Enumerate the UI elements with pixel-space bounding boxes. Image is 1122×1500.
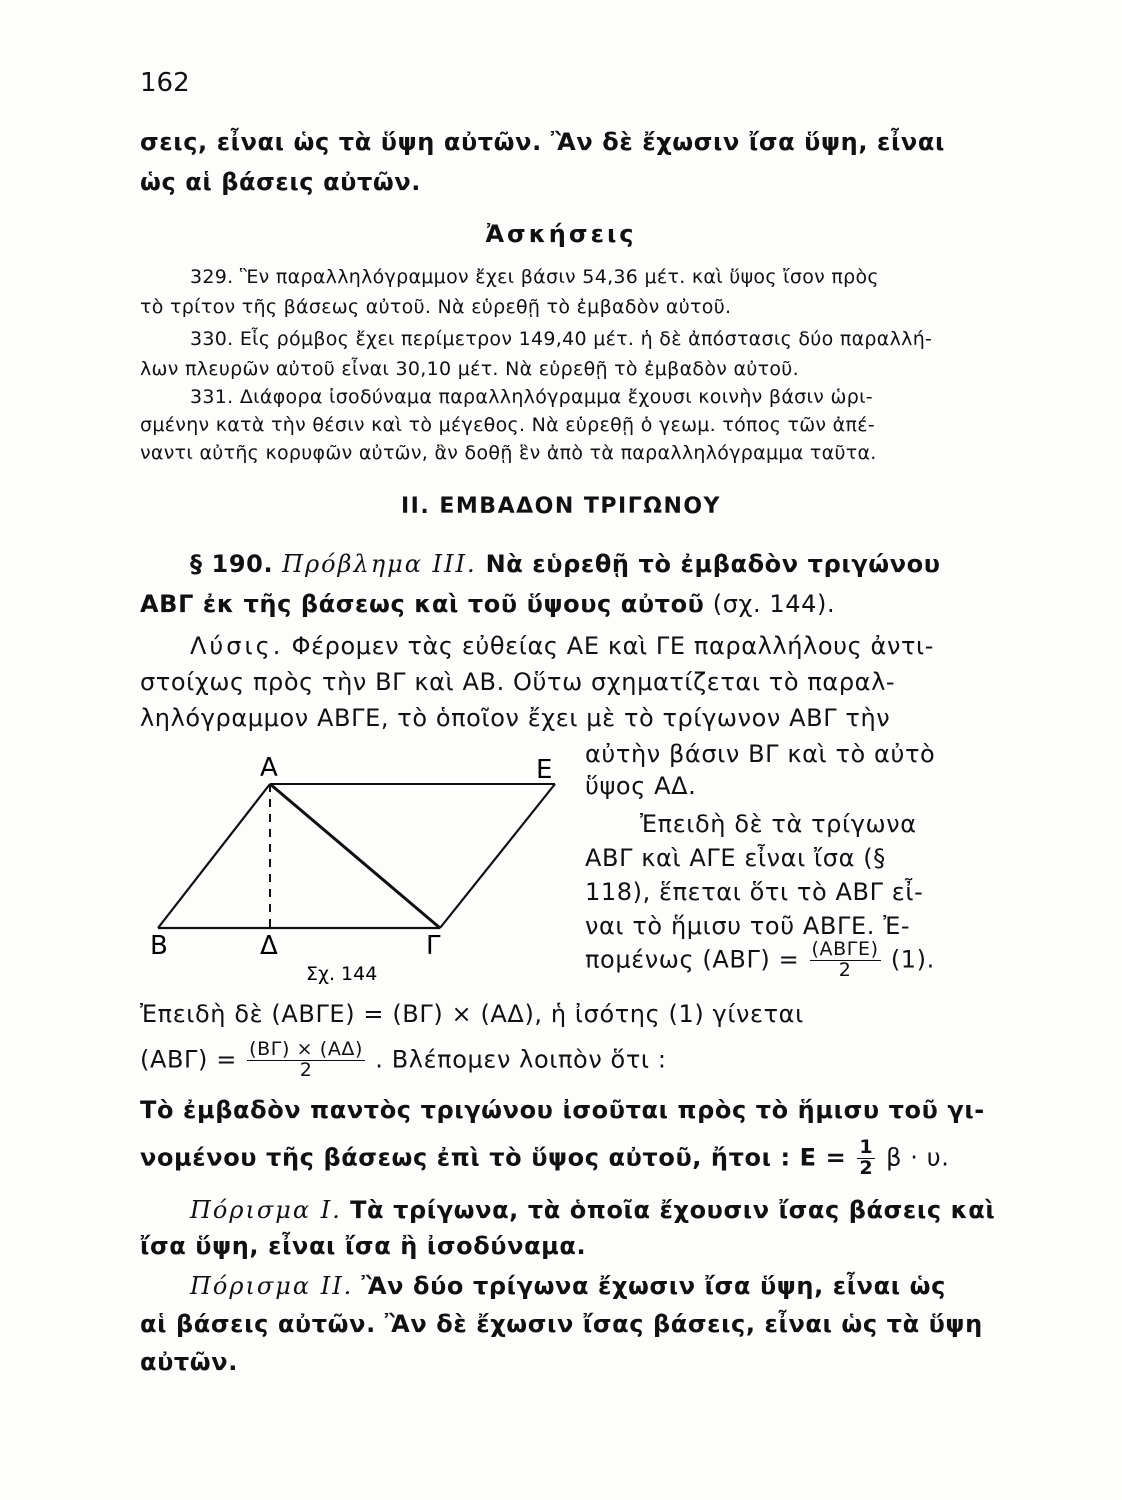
- solution-right-1: αὐτὴν βάσιν ΒΓ καὶ τὸ αὐτὸ: [585, 740, 936, 768]
- equation-2-numerator: (ΒΓ) × (ΑΔ): [249, 1038, 364, 1060]
- theorem-numerator: 1: [859, 1136, 874, 1158]
- line-ag: [270, 784, 440, 928]
- figure-144: [140, 740, 580, 990]
- solution-label: Λύσις.: [190, 632, 284, 660]
- solution-line-5: [140, 1040, 982, 1081]
- corollary-2-line-1: [190, 1272, 982, 1300]
- corollary-1-line-1: [190, 1196, 996, 1224]
- solution-right-2: ὕψος ΑΔ.: [585, 772, 697, 800]
- equation-1-denominator: 2: [838, 958, 852, 981]
- theorem-line-2: [140, 1138, 982, 1179]
- problem-title-bold: ΑΒΓ ἐκ τῆς βάσεως καὶ τοῦ ὕψους αὐτοῦ: [140, 590, 705, 618]
- solution-right-5: 118), ἕπεται ὅτι τὸ ΑΒΓ εἶ-: [585, 878, 924, 906]
- solution-right-4: ΑΒΓ καὶ ΑΓΕ εἶναι ἴσα (§: [585, 844, 886, 872]
- problem-title-rest: Νὰ εὑρεθῇ τὸ ἐμβαδὸν τριγώνου: [485, 550, 941, 578]
- solution-right-6: ναι τὸ ἥμισυ τοῦ ΑΒΓΕ. Ἐ-: [585, 912, 911, 940]
- exercise-331-line-2: σμένην κατὰ τὴν θέσιν καὶ τὸ μέγεθος. Νὰ εὑρεθῇ ὁ γεωμ. τόπος τῶν ἀπέ-: [140, 414, 875, 436]
- figure-caption: Σχ. 144: [306, 963, 378, 985]
- label-e: Ε: [536, 755, 553, 785]
- section-title: ΙΙ. ΕΜΒΑΔΟΝ ΤΡΙΓΩΝΟΥ: [401, 494, 721, 519]
- equation-1-left: πομένως (ΑΒΓ) =: [585, 945, 800, 974]
- theorem-fraction: [857, 1138, 875, 1179]
- problem-line-2: [140, 590, 982, 618]
- problem-label: Πρόβλημα ΙΙΙ.: [282, 550, 477, 578]
- equation-2-left: (ΑΒΓ) =: [140, 1045, 237, 1074]
- exercise-331-line-3: ναντι αὐτῆς κορυφῶν αὐτῶν, ἂν δοθῇ ἓν ἀπὸ τὰ παραλληλόγραμμα ταῦτα.: [140, 442, 877, 464]
- intro-line-1: σεις, εἶναι ὡς τὰ ὕψη αὐτῶν. Ἂν δὲ ἔχωσιν ἴσα ὕψη, εἶναι: [140, 128, 945, 156]
- equation-2-tail: . Βλέπομεν λοιπὸν ὅτι :: [375, 1045, 667, 1074]
- exercise-329-line-2: τὸ τρίτον τῆς βάσεως αὐτοῦ. Νὰ εὑρεθῇ τὸ ἐμβαδὸν αὐτοῦ.: [140, 296, 732, 318]
- label-g: Γ: [426, 931, 441, 961]
- solution-line-4: Ἐπειδὴ δὲ (ΑΒΓΕ) = (ΒΓ) × (ΑΔ), ἡ ἰσότης (1) γίνεται: [140, 1000, 804, 1028]
- solution-line-1: [190, 632, 982, 660]
- exercise-330-line-1: 330. Εἷς ρόμβος ἔχει περίμετρον 149,40 μέτ. ἡ δὲ ἀπόστασις δύο παραλλή-: [190, 328, 933, 350]
- solution-line-2: στοίχως πρὸς τὴν ΒΓ καὶ ΑΒ. Οὕτω σχηματίζεται τὸ παραλ-: [140, 668, 896, 696]
- figure-reference: (σχ. 144).: [712, 590, 836, 618]
- equation-2-fraction: [247, 1040, 365, 1081]
- label-a: Α: [260, 753, 278, 783]
- line-ab: [158, 784, 270, 928]
- theorem-denominator: 2: [859, 1156, 874, 1179]
- exercise-331-line-1: 331. Διάφορα ἰσοδύναμα παραλληλόγραμμα ἔχουσι κοινὴν βάσιν ὡρι-: [190, 386, 873, 408]
- theorem-formula-tail: β · υ.: [886, 1143, 950, 1172]
- corollary-2-line-2: αἱ βάσεις αὐτῶν. Ἂν δὲ ἔχωσιν ἴσας βάσεις, εἶναι ὡς τὰ ὕψη: [140, 1310, 983, 1338]
- theorem-line-1: Τὸ ἐμβαδὸν παντὸς τριγώνου ἰσοῦται πρὸς τὸ ἥμισυ τοῦ γι-: [140, 1096, 985, 1124]
- problem-line-1: [190, 550, 982, 578]
- label-b: Β: [150, 931, 168, 961]
- corollary-1-line-2: ἴσα ὕψη, εἶναι ἴσα ἢ ἰσοδύναμα.: [140, 1232, 587, 1260]
- equation-1-numerator: (ΑΒΓΕ): [811, 938, 879, 960]
- theorem-line-2-text: νομένου τῆς βάσεως ἐπὶ τὸ ὕψος αὐτοῦ, ἤτοι : Ε =: [140, 1143, 847, 1172]
- corollary-2-label: Πόρισμα ΙΙ.: [190, 1272, 354, 1300]
- label-d: Δ: [260, 931, 278, 961]
- equation-1-label: (1).: [890, 945, 935, 974]
- line-ge: [440, 784, 555, 928]
- solution-line-3: ληλόγραμμον ΑΒΓΕ, τὸ ὁποῖον ἔχει μὲ τὸ τρίγωνον ΑΒΓ τὴν: [140, 704, 891, 732]
- intro-line-2: ὡς αἱ βάσεις αὐτῶν.: [140, 168, 422, 196]
- exercise-329-line-1: 329. Ἓν παραλληλόγραμμον ἔχει βάσιν 54,36 μέτ. καὶ ὕψος ἴσον πρὸς: [190, 266, 879, 288]
- solution-line-1-rest: Φέρομεν τὰς εὐθείας ΑΕ καὶ ΓΕ παραλλήλους ἀντι-: [291, 632, 934, 660]
- exercise-330-line-2: λων πλευρῶν αὐτοῦ εἶναι 30,10 μέτ. Νὰ εὑρεθῇ τὸ ἐμβαδὸν αὐτοῦ.: [140, 358, 799, 380]
- problem-number: § 190.: [190, 550, 274, 578]
- solution-right-7: [585, 940, 982, 981]
- exercises-heading: Ἀσκήσεις: [485, 220, 637, 248]
- page-number: 162: [140, 68, 190, 98]
- corollary-1-rest: Τὰ τρίγωνα, τὰ ὁποῖα ἔχουσιν ἴσας βάσεις καὶ: [350, 1196, 996, 1224]
- equation-2-denominator: 2: [299, 1058, 313, 1081]
- corollary-1-label: Πόρισμα Ι.: [190, 1196, 342, 1224]
- solution-right-3: Ἐπειδὴ δὲ τὰ τρίγωνα: [640, 810, 917, 838]
- equation-1-fraction: [810, 940, 881, 981]
- corollary-2-rest: Ἂν δύο τρίγωνα ἔχωσιν ἴσα ὕψη, εἶναι ὡς: [361, 1272, 946, 1300]
- corollary-2-line-3: αὐτῶν.: [140, 1348, 238, 1376]
